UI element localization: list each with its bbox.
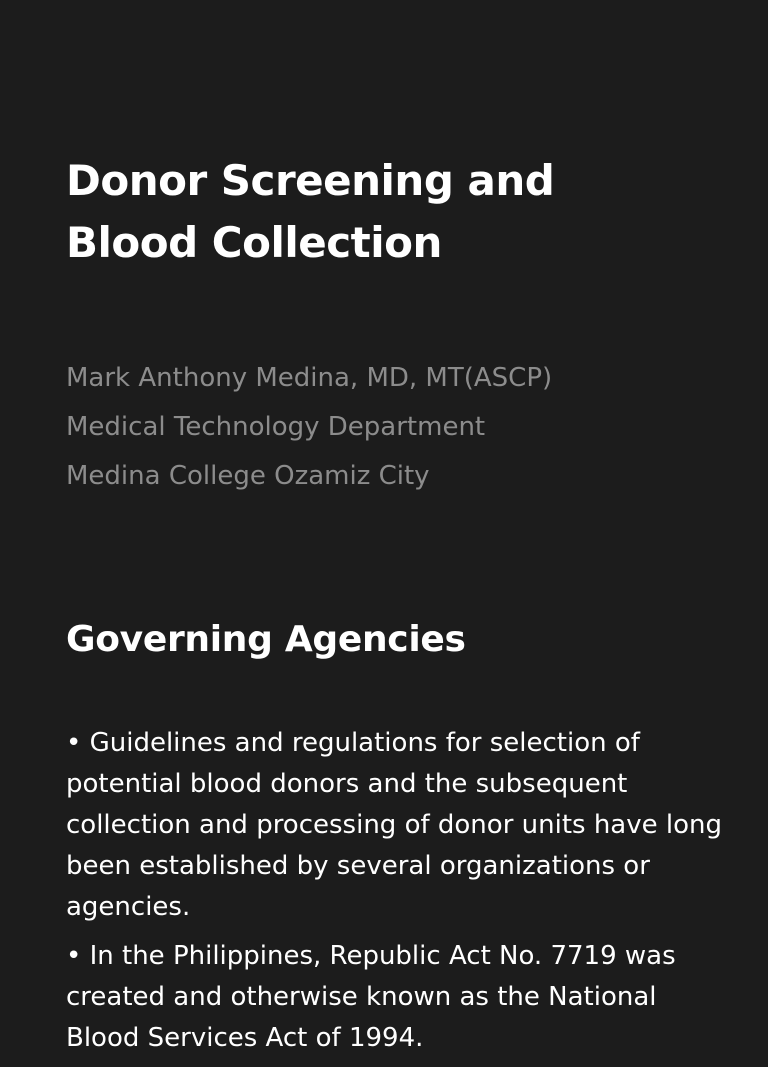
title-line-1: Donor Screening and (66, 156, 555, 205)
bullet-list (66, 723, 728, 1059)
author-info (66, 354, 728, 501)
governing-agencies-slide (66, 612, 728, 1067)
author-name: Mark Anthony Medina, MD, MT(ASCP) (66, 363, 553, 393)
bullet-item: • Guidelines and regulations for selection of potential blood donors and the subsequent collection and processing of donor units have long been established by several organizations or agencies. (66, 728, 723, 922)
presentation-title (66, 150, 728, 274)
bullet-item: • In the Philippines, Republic Act No. 7719 was created and otherwise known as the National Blood Services Act of 1994. (66, 941, 676, 1053)
title-line-2: Blood Collection (66, 218, 442, 267)
department-name: Medical Technology Department (66, 412, 486, 442)
institution-name: Medina College Ozamiz City (66, 461, 430, 491)
slide-heading: Governing Agencies (66, 619, 466, 660)
title-slide (66, 150, 728, 501)
